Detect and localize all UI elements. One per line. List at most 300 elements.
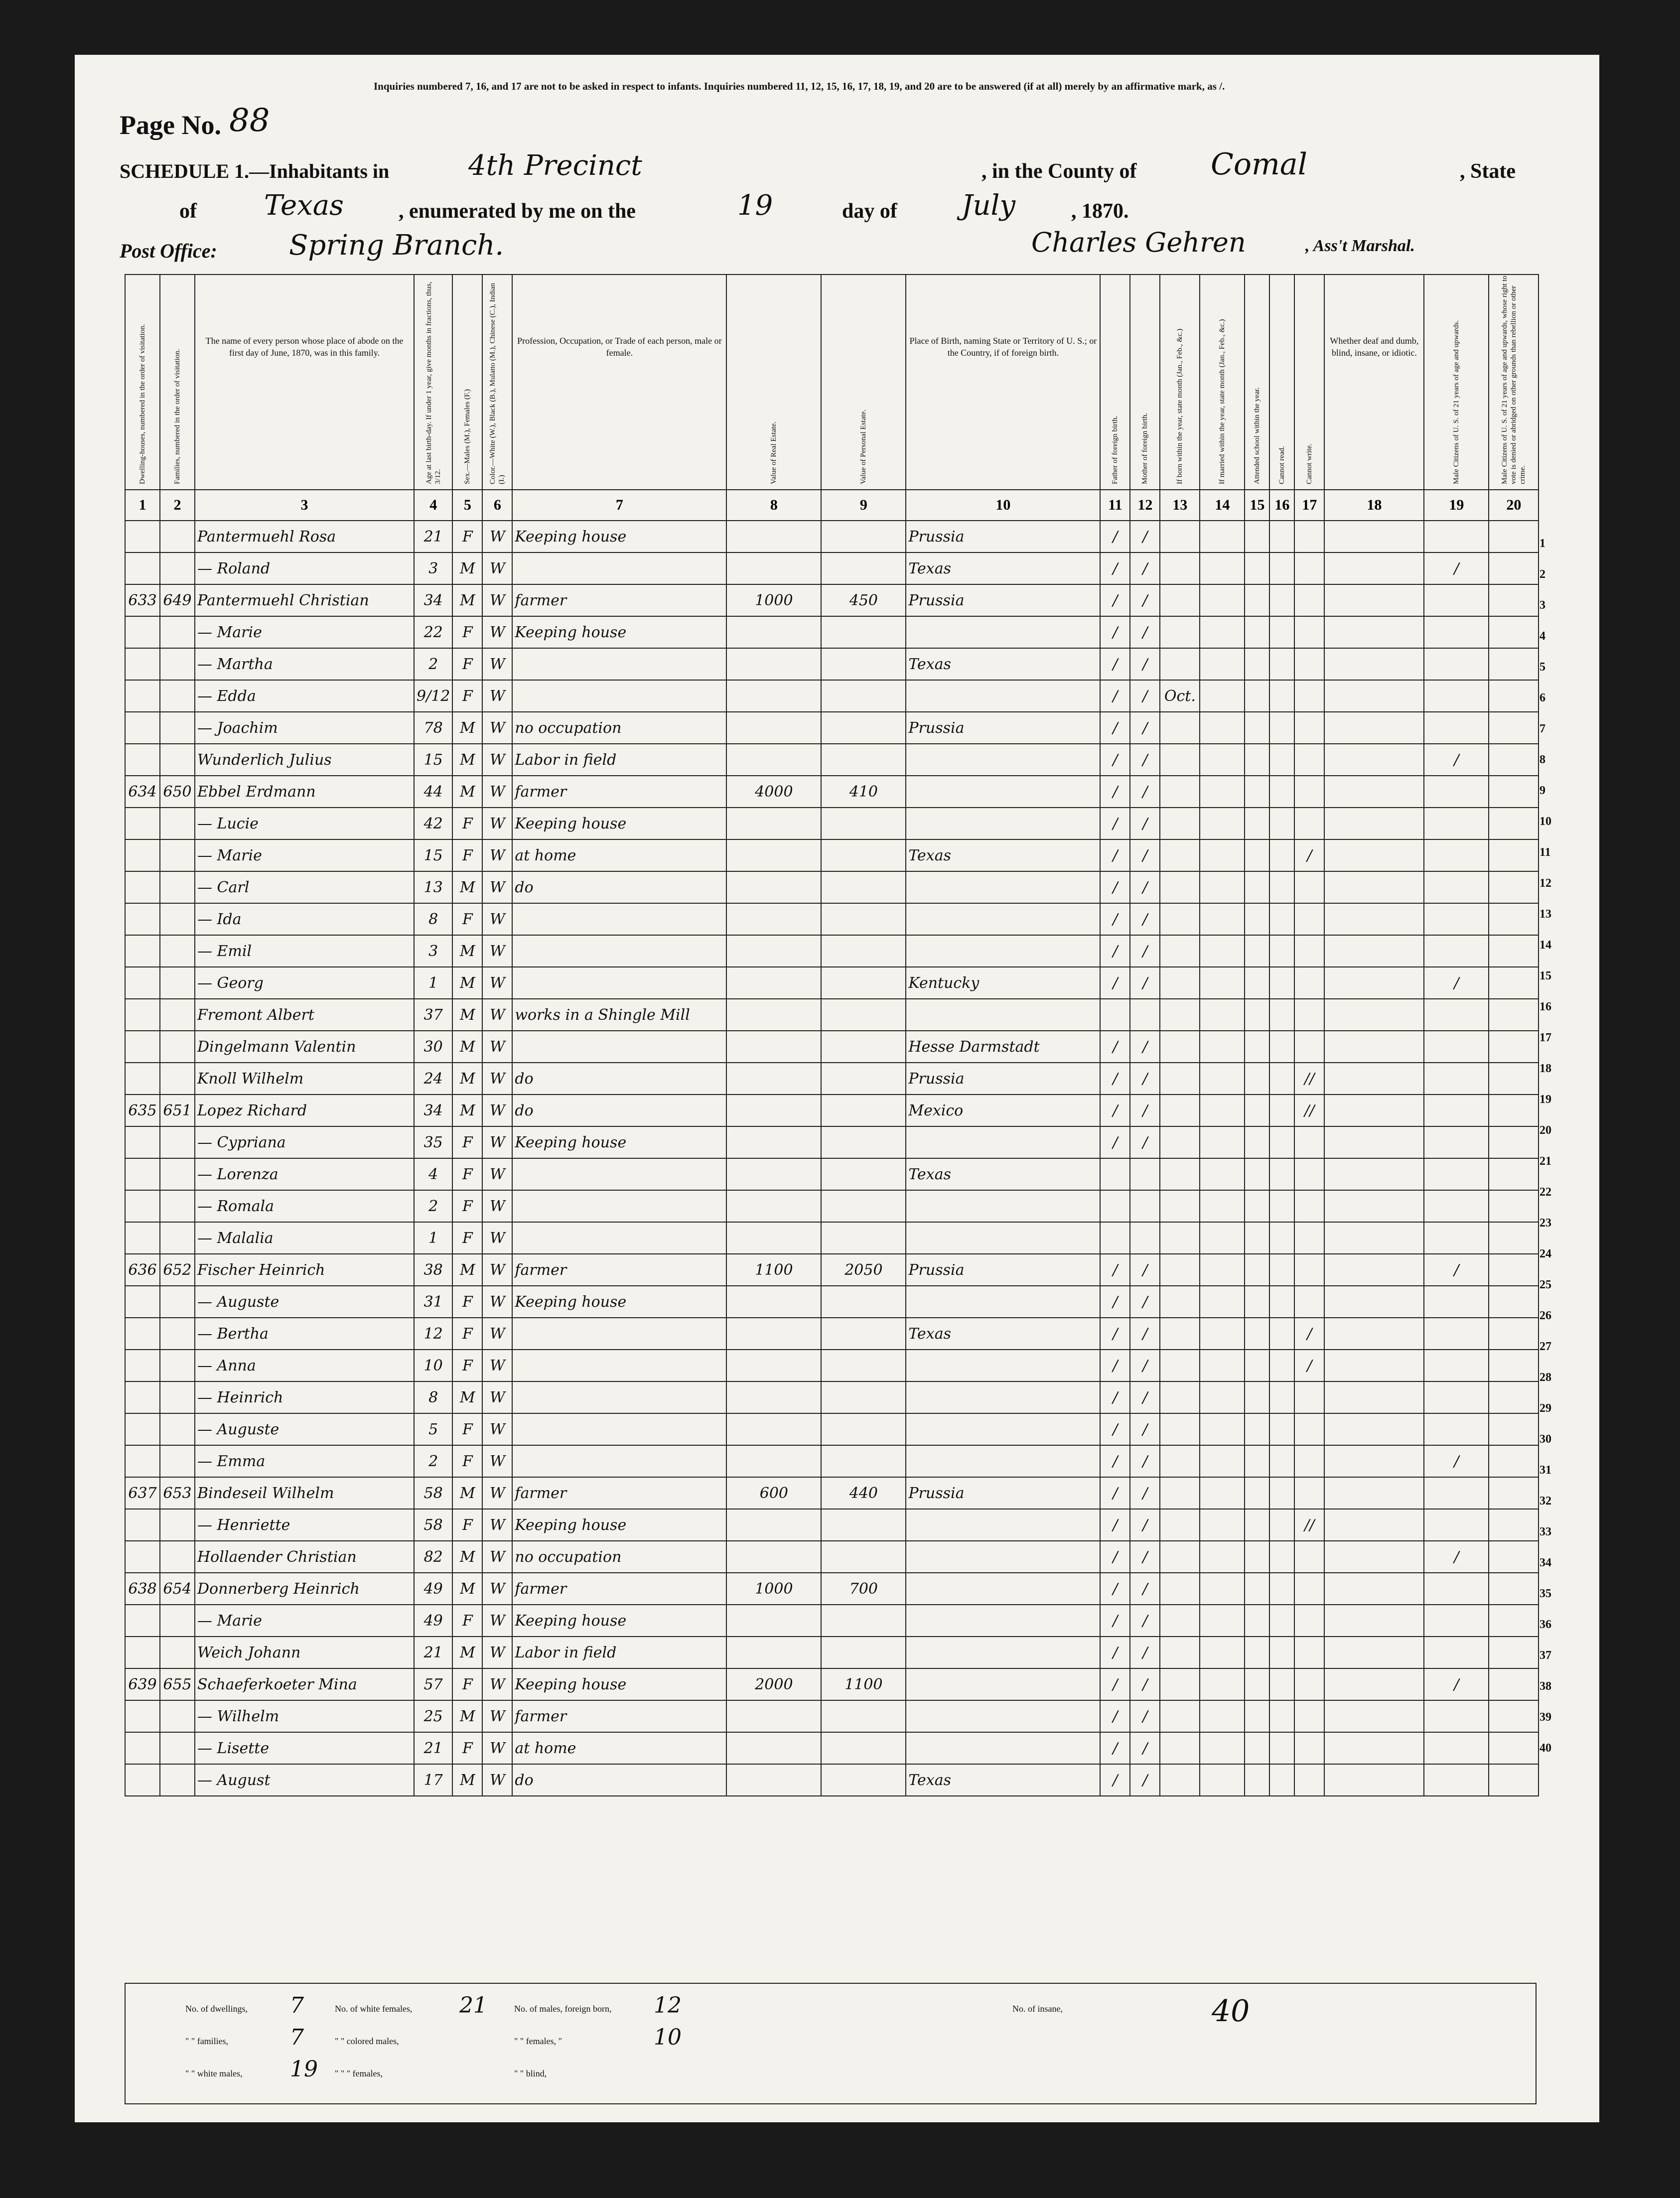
column-number-15: 15 — [1245, 490, 1269, 521]
personal-estate-value — [821, 808, 906, 839]
married-within-year — [1200, 1095, 1245, 1126]
born-within-year — [1160, 1350, 1200, 1381]
cannot-read — [1269, 839, 1294, 871]
disability — [1324, 1541, 1424, 1573]
father-foreign: / — [1100, 776, 1130, 808]
dwelling-number — [125, 1541, 160, 1573]
family-number — [160, 1286, 195, 1318]
col-header-8: Value of Real Estate. — [726, 275, 821, 490]
father-foreign: / — [1100, 1126, 1130, 1158]
cannot-write — [1294, 616, 1324, 648]
occupation: farmer — [512, 1573, 726, 1605]
attended-school — [1245, 584, 1269, 616]
disability — [1324, 1350, 1424, 1381]
real-estate-value — [726, 1286, 821, 1318]
margin-line-number: 37 — [1540, 1649, 1551, 1662]
disability — [1324, 776, 1424, 808]
occupation — [512, 1350, 726, 1381]
sex: F — [452, 680, 482, 712]
male-citizen — [1424, 584, 1489, 616]
age: 44 — [414, 776, 452, 808]
father-foreign: / — [1100, 1477, 1130, 1509]
birthplace — [906, 1445, 1100, 1477]
male-citizen — [1424, 1477, 1489, 1509]
mother-foreign — [1130, 999, 1160, 1031]
margin-line-number: 32 — [1540, 1495, 1551, 1508]
margin-line-number: 27 — [1540, 1340, 1551, 1353]
person-name: — Henriette — [195, 1509, 414, 1541]
white-males-value: 19 — [290, 2057, 318, 2082]
attended-school — [1245, 871, 1269, 903]
col-header-6: Color.—White (W.), Black (B.), Mulatto (M.), Chinese (C.), Indian (I.) — [482, 275, 512, 490]
col-header-20: Male Citizens of U. S. of 21 years of age and upwards, whose right to vote is denied or abridged on other grounds than rebellion or other crime. — [1489, 275, 1539, 490]
mother-foreign: / — [1130, 935, 1160, 967]
voting-denied — [1489, 521, 1539, 552]
attended-school — [1245, 1732, 1269, 1764]
col-header-10: Place of Birth, naming State or Territory of U. S.; or the Country, if of foreign birth. — [906, 275, 1100, 490]
father-foreign: / — [1100, 1509, 1130, 1541]
cannot-write — [1294, 1605, 1324, 1637]
margin-line-number: 24 — [1540, 1247, 1551, 1260]
color: W — [482, 776, 512, 808]
attended-school — [1245, 1158, 1269, 1190]
personal-estate-value — [821, 744, 906, 776]
born-within-year — [1160, 1605, 1200, 1637]
age: 1 — [414, 967, 452, 999]
sex: F — [452, 1413, 482, 1445]
birthplace: Texas — [906, 648, 1100, 680]
birthplace — [906, 935, 1100, 967]
column-number-16: 16 — [1269, 490, 1294, 521]
born-within-year — [1160, 1509, 1200, 1541]
attended-school — [1245, 1318, 1269, 1350]
color: W — [482, 1445, 512, 1477]
age: 82 — [414, 1541, 452, 1573]
occupation — [512, 1413, 726, 1445]
cannot-read — [1269, 1700, 1294, 1732]
attended-school — [1245, 744, 1269, 776]
family-number — [160, 1700, 195, 1732]
father-foreign: / — [1100, 839, 1130, 871]
margin-line-number: 14 — [1540, 939, 1551, 952]
margin-line-number: 16 — [1540, 1000, 1551, 1013]
birthplace: Texas — [906, 1158, 1100, 1190]
person-name: — Heinrich — [195, 1381, 414, 1413]
person-name: — Marie — [195, 839, 414, 871]
voting-denied — [1489, 1445, 1539, 1477]
birthplace: Prussia — [906, 712, 1100, 744]
sex: F — [452, 1350, 482, 1381]
mother-foreign: / — [1130, 648, 1160, 680]
father-foreign: / — [1100, 1254, 1130, 1286]
married-within-year — [1200, 1381, 1245, 1413]
disability — [1324, 808, 1424, 839]
age: 58 — [414, 1477, 452, 1509]
age: 37 — [414, 999, 452, 1031]
married-within-year — [1200, 1764, 1245, 1796]
age: 22 — [414, 616, 452, 648]
real-estate-value — [726, 1063, 821, 1095]
born-within-year — [1160, 1318, 1200, 1350]
personal-estate-value — [821, 616, 906, 648]
disability — [1324, 1031, 1424, 1063]
table-row — [125, 776, 1539, 808]
sex: M — [452, 1700, 482, 1732]
born-within-year — [1160, 616, 1200, 648]
dwelling-number: 638 — [125, 1573, 160, 1605]
male-citizen — [1424, 1573, 1489, 1605]
table-row — [125, 1668, 1539, 1700]
occupation: farmer — [512, 776, 726, 808]
family-number — [160, 903, 195, 935]
married-within-year — [1200, 871, 1245, 903]
attended-school — [1245, 1095, 1269, 1126]
cannot-read — [1269, 1445, 1294, 1477]
birthplace — [906, 1573, 1100, 1605]
person-name: — Joachim — [195, 712, 414, 744]
colored-females-label: " " " females, — [335, 2068, 383, 2078]
father-foreign: / — [1100, 1350, 1130, 1381]
color: W — [482, 1286, 512, 1318]
born-within-year — [1160, 1668, 1200, 1700]
birthplace: Hesse Darmstadt — [906, 1031, 1100, 1063]
margin-line-number: 23 — [1540, 1217, 1551, 1230]
cannot-read — [1269, 1031, 1294, 1063]
born-within-year — [1160, 1095, 1200, 1126]
male-citizen — [1424, 1063, 1489, 1095]
column-number-12: 12 — [1130, 490, 1160, 521]
occupation: Labor in field — [512, 744, 726, 776]
tally-mark: 40 — [1212, 1994, 1250, 2029]
attended-school — [1245, 808, 1269, 839]
voting-denied — [1489, 680, 1539, 712]
occupation — [512, 1222, 726, 1254]
married-within-year — [1200, 744, 1245, 776]
dwelling-number — [125, 1190, 160, 1222]
mother-foreign: / — [1130, 1764, 1160, 1796]
instructions-notice: Inquiries numbered 7, 16, and 17 are not to be asked in respect to infants. Inquiries numbered 11, 12, 15, 16, 17, 18, 19, and 20 are to be answered (if at all) merely by an affirmative mark, as /. — [374, 80, 1225, 92]
family-number — [160, 1031, 195, 1063]
occupation — [512, 648, 726, 680]
cannot-write — [1294, 1637, 1324, 1668]
personal-estate-value — [821, 680, 906, 712]
male-citizen: / — [1424, 1254, 1489, 1286]
family-number — [160, 1126, 195, 1158]
mother-foreign: / — [1130, 521, 1160, 552]
color: W — [482, 1063, 512, 1095]
family-number — [160, 1381, 195, 1413]
person-name: — Anna — [195, 1350, 414, 1381]
sex: M — [452, 1541, 482, 1573]
age: 57 — [414, 1668, 452, 1700]
cannot-read — [1269, 967, 1294, 999]
family-number — [160, 1509, 195, 1541]
sex: F — [452, 521, 482, 552]
col-header-9: Value of Personal Estate. — [821, 275, 906, 490]
mother-foreign: / — [1130, 776, 1160, 808]
married-within-year — [1200, 1126, 1245, 1158]
color: W — [482, 967, 512, 999]
married-within-year — [1200, 712, 1245, 744]
male-citizen — [1424, 521, 1489, 552]
married-within-year — [1200, 1637, 1245, 1668]
age: 78 — [414, 712, 452, 744]
personal-estate-value — [821, 967, 906, 999]
birthplace — [906, 1637, 1100, 1668]
married-within-year — [1200, 1477, 1245, 1509]
table-row — [125, 1700, 1539, 1732]
mother-foreign: / — [1130, 1605, 1160, 1637]
married-within-year — [1200, 1031, 1245, 1063]
birthplace — [906, 999, 1100, 1031]
male-citizen — [1424, 999, 1489, 1031]
person-name: — Lorenza — [195, 1158, 414, 1190]
sex: M — [452, 744, 482, 776]
father-foreign: / — [1100, 680, 1130, 712]
personal-estate-value — [821, 1445, 906, 1477]
born-within-year — [1160, 1222, 1200, 1254]
personal-estate-value — [821, 1541, 906, 1573]
families-label: " " families, — [185, 2036, 229, 2046]
occupation: at home — [512, 839, 726, 871]
column-number-20: 20 — [1489, 490, 1539, 521]
occupation — [512, 903, 726, 935]
color: W — [482, 1126, 512, 1158]
margin-line-number: 38 — [1540, 1680, 1551, 1693]
column-number-9: 9 — [821, 490, 906, 521]
occupation: Keeping house — [512, 1509, 726, 1541]
voting-denied — [1489, 1732, 1539, 1764]
cannot-read — [1269, 808, 1294, 839]
voting-denied — [1489, 935, 1539, 967]
birthplace — [906, 744, 1100, 776]
male-citizen — [1424, 1605, 1489, 1637]
column-number-5: 5 — [452, 490, 482, 521]
blind-label: " " blind, — [514, 2068, 547, 2078]
attended-school — [1245, 1700, 1269, 1732]
age: 42 — [414, 808, 452, 839]
personal-estate-value — [821, 999, 906, 1031]
attended-school — [1245, 776, 1269, 808]
disability — [1324, 1509, 1424, 1541]
mother-foreign — [1130, 1222, 1160, 1254]
father-foreign: / — [1100, 744, 1130, 776]
attended-school — [1245, 999, 1269, 1031]
cannot-write — [1294, 648, 1324, 680]
attended-school — [1245, 1063, 1269, 1095]
color: W — [482, 1668, 512, 1700]
occupation: Keeping house — [512, 1668, 726, 1700]
voting-denied — [1489, 1126, 1539, 1158]
born-within-year — [1160, 648, 1200, 680]
dwelling-number: 636 — [125, 1254, 160, 1286]
white-males-label: " " white males, — [185, 2068, 243, 2078]
father-foreign: / — [1100, 1541, 1130, 1573]
color: W — [482, 680, 512, 712]
margin-line-number: 35 — [1540, 1587, 1551, 1600]
margin-line-number: 15 — [1540, 969, 1551, 982]
male-citizen — [1424, 1637, 1489, 1668]
family-number — [160, 1541, 195, 1573]
color: W — [482, 1477, 512, 1509]
occupation: farmer — [512, 1700, 726, 1732]
sex: F — [452, 616, 482, 648]
birthplace: Texas — [906, 552, 1100, 584]
table-row — [125, 1318, 1539, 1350]
census-table — [125, 274, 1539, 1796]
person-name: Hollaender Christian — [195, 1541, 414, 1573]
voting-denied — [1489, 1413, 1539, 1445]
page-number: 88 — [229, 102, 270, 139]
occupation — [512, 1158, 726, 1190]
sex: M — [452, 1381, 482, 1413]
color: W — [482, 648, 512, 680]
birthplace: Texas — [906, 1764, 1100, 1796]
born-within-year — [1160, 552, 1200, 584]
family-number — [160, 1063, 195, 1095]
occupation: farmer — [512, 1477, 726, 1509]
married-within-year — [1200, 521, 1245, 552]
color: W — [482, 1190, 512, 1222]
mother-foreign: / — [1130, 1637, 1160, 1668]
margin-line-number: 17 — [1540, 1031, 1551, 1044]
married-within-year — [1200, 935, 1245, 967]
color: W — [482, 1318, 512, 1350]
disability — [1324, 648, 1424, 680]
page-header — [75, 55, 1599, 262]
col-header-19: Male Citizens of U. S. of 21 years of age and upwards. — [1424, 275, 1489, 490]
cannot-read — [1269, 1637, 1294, 1668]
born-within-year — [1160, 1700, 1200, 1732]
occupation — [512, 1445, 726, 1477]
disability — [1324, 744, 1424, 776]
born-within-year — [1160, 521, 1200, 552]
father-foreign: / — [1100, 552, 1130, 584]
mother-foreign: / — [1130, 1318, 1160, 1350]
cannot-read — [1269, 871, 1294, 903]
cannot-read — [1269, 1095, 1294, 1126]
color: W — [482, 1764, 512, 1796]
male-citizen: / — [1424, 552, 1489, 584]
birthplace — [906, 1541, 1100, 1573]
cannot-write — [1294, 1031, 1324, 1063]
occupation: at home — [512, 1732, 726, 1764]
married-within-year — [1200, 808, 1245, 839]
personal-estate-value — [821, 935, 906, 967]
real-estate-value — [726, 1095, 821, 1126]
male-citizen — [1424, 680, 1489, 712]
color: W — [482, 521, 512, 552]
personal-estate-value — [821, 521, 906, 552]
table-row — [125, 903, 1539, 935]
column-number-2: 2 — [160, 490, 195, 521]
cannot-read — [1269, 584, 1294, 616]
disability — [1324, 1222, 1424, 1254]
personal-estate-value — [821, 1350, 906, 1381]
voting-denied — [1489, 1573, 1539, 1605]
color: W — [482, 1573, 512, 1605]
page-label: Page No. — [120, 110, 221, 140]
table-row — [125, 1031, 1539, 1063]
married-within-year — [1200, 1509, 1245, 1541]
family-number: 654 — [160, 1573, 195, 1605]
families-value: 7 — [290, 2025, 304, 2050]
sex: M — [452, 871, 482, 903]
sex: F — [452, 1445, 482, 1477]
father-foreign: / — [1100, 1031, 1130, 1063]
cannot-write — [1294, 680, 1324, 712]
col-header-4: Age at last birth-day. If under 1 year, give months in fractions, thus, 3/12. — [414, 275, 452, 490]
voting-denied — [1489, 1254, 1539, 1286]
cannot-write — [1294, 1158, 1324, 1190]
family-number — [160, 871, 195, 903]
attended-school — [1245, 1668, 1269, 1700]
census-rows — [125, 521, 1539, 1796]
disability — [1324, 1190, 1424, 1222]
real-estate-value — [726, 999, 821, 1031]
cannot-write — [1294, 1573, 1324, 1605]
age: 49 — [414, 1605, 452, 1637]
personal-estate-value — [821, 1700, 906, 1732]
mother-foreign — [1130, 1190, 1160, 1222]
occupation: do — [512, 1764, 726, 1796]
attended-school — [1245, 1477, 1269, 1509]
occupation: Labor in field — [512, 1637, 726, 1668]
voting-denied — [1489, 584, 1539, 616]
married-within-year — [1200, 1286, 1245, 1318]
cannot-write — [1294, 1222, 1324, 1254]
birthplace — [906, 1732, 1100, 1764]
table-row — [125, 1637, 1539, 1668]
col-header-14: If married within the year, state month (Jan., Feb., &c.) — [1200, 275, 1245, 490]
disability — [1324, 680, 1424, 712]
real-estate-value — [726, 935, 821, 967]
father-foreign: / — [1100, 1445, 1130, 1477]
color: W — [482, 1350, 512, 1381]
dwelling-number — [125, 839, 160, 871]
personal-estate-value — [821, 1031, 906, 1063]
father-foreign: / — [1100, 1732, 1130, 1764]
voting-denied — [1489, 1158, 1539, 1190]
married-within-year — [1200, 584, 1245, 616]
table-row — [125, 680, 1539, 712]
dwelling-number: 635 — [125, 1095, 160, 1126]
real-estate-value — [726, 1732, 821, 1764]
male-citizen — [1424, 1158, 1489, 1190]
column-number-13: 13 — [1160, 490, 1200, 521]
voting-denied — [1489, 1509, 1539, 1541]
family-number — [160, 744, 195, 776]
cannot-read — [1269, 1381, 1294, 1413]
mother-foreign: / — [1130, 584, 1160, 616]
column-number-8: 8 — [726, 490, 821, 521]
sex: M — [452, 1095, 482, 1126]
real-estate-value — [726, 521, 821, 552]
voting-denied — [1489, 1095, 1539, 1126]
dwelling-number — [125, 935, 160, 967]
father-foreign: / — [1100, 1700, 1130, 1732]
male-citizen — [1424, 712, 1489, 744]
margin-line-number: 21 — [1540, 1155, 1551, 1168]
attended-school — [1245, 1445, 1269, 1477]
attended-school — [1245, 1509, 1269, 1541]
sex: M — [452, 935, 482, 967]
dwelling-number — [125, 616, 160, 648]
voting-denied — [1489, 1605, 1539, 1637]
personal-estate-value — [821, 648, 906, 680]
voting-denied — [1489, 712, 1539, 744]
male-citizen: / — [1424, 967, 1489, 999]
